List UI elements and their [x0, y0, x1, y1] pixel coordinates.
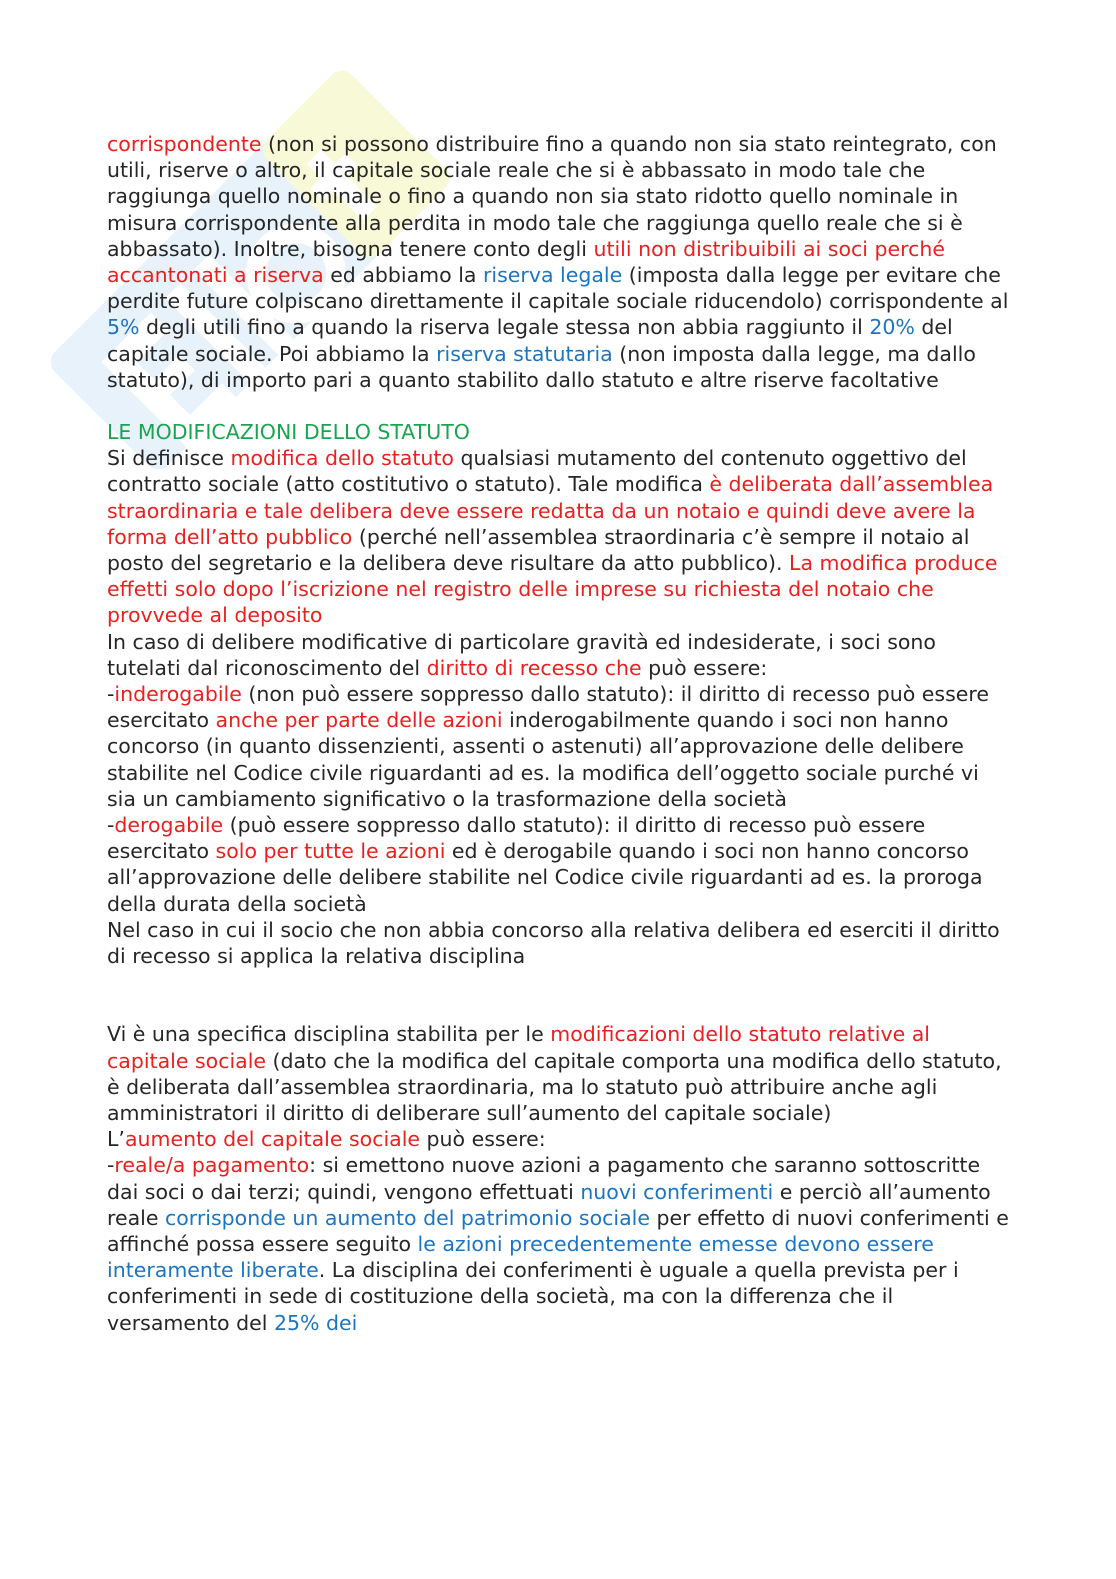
text-run: ed abbiamo la	[323, 263, 483, 288]
text-run: Si definisce	[107, 446, 231, 471]
text-run: anche per parte delle azioni	[215, 708, 503, 733]
text-run: (non imposta dalla legge, ma dallo statuto), di importo pari a quanto stabilito dallo statuto e altre riserve facoltative	[107, 341, 976, 392]
paragraph-definizione-modifica	[107, 445, 1012, 628]
paragraph-aumento-capitale	[107, 1126, 1012, 1152]
list-item-inderogabile	[107, 681, 1012, 812]
text-run: modifica dello statuto	[230, 446, 454, 471]
list-item-reale-pagamento	[107, 1152, 1012, 1335]
text-run: può essere:	[641, 655, 768, 680]
text-run: riserva legale	[482, 263, 623, 288]
text-run: aumento del capitale sociale	[124, 1127, 421, 1152]
list-item-derogabile	[107, 812, 1012, 917]
text-run: può essere:	[420, 1127, 546, 1152]
text-run: 5%	[107, 315, 140, 340]
text-run: utili non distribuibili ai soci perché accantonati a riserva	[107, 236, 945, 288]
text-run: del capitale sociale. Poi abbiamo la	[107, 315, 953, 366]
text-run: e perciò all’aumento reale	[107, 1179, 991, 1230]
text-run: (perché nell’assemblea straordinaria c’è sempre il notaio al posto del segretario e la delibera deve risultare da atto pubblico).	[107, 524, 970, 576]
text-run: inderogabile	[114, 682, 242, 707]
text-run: corrisponde un aumento del patrimonio sociale	[164, 1205, 650, 1230]
paragraph-diritto-recesso	[107, 629, 1012, 681]
text-run: L’	[107, 1127, 125, 1152]
text-run: (non può essere soppresso dallo statuto): il diritto di recesso può essere esercitato	[107, 682, 989, 733]
text-run: (dato che la modifica del capitale comporta una modifica dello statuto, è deliberata dall’assemblea straordinaria, ma lo statuto può attribuire anche agli amministratori il diritto di deliberare sull’aumento del capitale sociale)	[107, 1048, 1002, 1125]
text-run: -	[107, 682, 115, 707]
text-run: (non si possono distribuire fino a quando non sia stato reintegrato, con utili, riserve o altro, il capitale sociale reale che si è abbassato in modo tale che raggiunga quello nominale o fino a quando non sia stato ridotto quello nominale in misura corrispondente alla perdita in modo tale che raggiunga quello reale che si è abbassato). Inoltre, bisogna tenere conto degli	[107, 132, 997, 261]
text-run: (imposta dalla legge per evitare che perdite future colpiscano direttamente il capitale sociale riducendolo) corrispondente al	[107, 263, 1009, 314]
text-run: 25% dei	[273, 1310, 358, 1335]
text-run: (può essere soppresso dallo statuto): il diritto di recesso può essere esercitato	[107, 813, 926, 864]
text-run: Vi è una specifica disciplina stabilita per le	[107, 1022, 551, 1047]
text-run: Nel caso in cui il socio che non abbia concorso alla relativa delibera ed eserciti il diritto di recesso si applica la relativa disciplina	[107, 917, 1000, 969]
text-run: è deliberata dall’assemblea straordinaria e tale delibera deve essere redatta da un notaio e quindi deve avere la forma dell’atto pubblico	[107, 472, 994, 549]
text-run: le azioni precedentemente emesse devono essere interamente liberate	[107, 1231, 934, 1283]
document-body	[107, 131, 1012, 1336]
text-run: diritto di recesso che	[426, 655, 642, 680]
text-run: . La disciplina dei conferimenti è uguale a quella prevista per i conferimenti in sede di costituzione della società, ma con la differenza che il versamento del	[107, 1258, 959, 1335]
text-run: corrispondente	[107, 132, 262, 156]
text-run: per effetto di nuovi conferimenti e affinché possa essere seguito	[107, 1205, 1009, 1256]
text-run: -	[107, 1153, 115, 1178]
text-run: inderogabilmente quando i soci non hanno concorso (in quanto dissenzienti, assenti o astenuti) all’approvazione delle delibere stabilite nel Codice civile riguardanti ad es. la modifica dell’oggetto sociale purché vi sia un cambiamento significativo o la trasformazione della società	[107, 708, 979, 811]
text-run: -	[107, 813, 115, 838]
text-run: derogabile	[114, 813, 224, 838]
text-run: : si emettono nuove azioni a pagamento che saranno sottoscritte dai soci o dai terzi; quindi, vengono effettuati	[107, 1153, 981, 1204]
paragraph-disciplina-recesso	[107, 917, 1012, 969]
text-run: riserva statutaria	[436, 341, 613, 366]
text-run: modificazioni dello statuto relative al capitale sociale	[107, 1022, 930, 1073]
paragraph-utili-riserve	[107, 131, 1012, 393]
text-run: In caso di delibere modificative di particolare gravità ed indesiderate, i soci sono tutelati dal riconoscimento del	[107, 629, 936, 680]
text-run: 20%	[869, 315, 915, 340]
text-run: La modifica produce effetti solo dopo l’iscrizione nel registro delle imprese su richiesta del notaio che provvede al deposito	[107, 551, 998, 628]
text-run: degli utili fino a quando la riserva legale stessa non abbia raggiunto il	[139, 315, 870, 340]
text-run: LE MODIFICAZIONI DELLO STATUTO	[107, 420, 470, 445]
text-run: nuovi conferimenti	[580, 1179, 774, 1204]
text-run: ed è derogabile quando i soci non hanno concorso all’approvazione delle delibere stabilite nel Codice civile riguardanti ad es. la proroga della durata della società	[107, 839, 983, 916]
text-run: qualsiasi mutamento del contenuto oggettivo del contratto sociale (atto costitutivo o statuto). Tale modifica	[107, 446, 967, 497]
paragraph-capitale-sociale	[107, 1021, 1012, 1126]
text-run: solo per tutte le azioni	[215, 839, 446, 864]
text-run: reale/a pagamento	[114, 1153, 310, 1178]
section-heading	[107, 419, 1012, 445]
